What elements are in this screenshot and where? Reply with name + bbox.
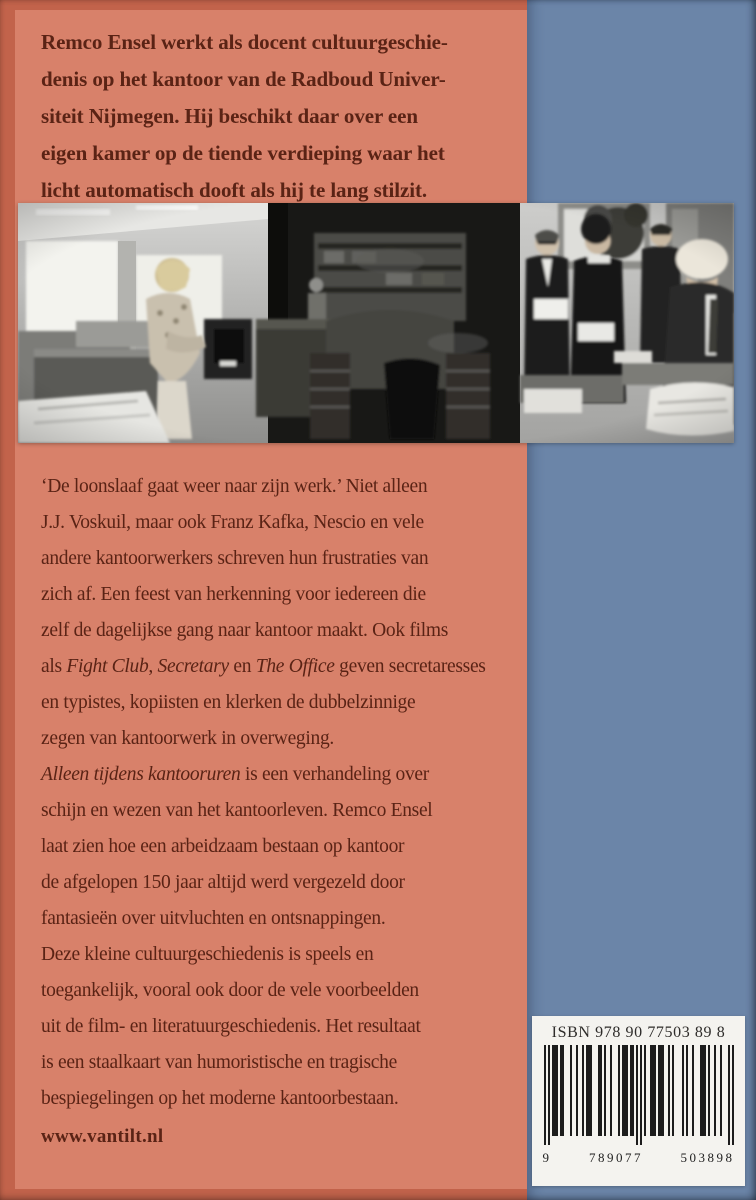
- office-photo: [18, 203, 734, 443]
- description-line: fantasieën over uitvluchten en ontsnappingen.: [41, 908, 386, 929]
- isbn-block: [532, 1016, 745, 1186]
- barcode-digits: [543, 1150, 735, 1166]
- description-line: de afgelopen 150 jaar altijd werd vergezeld door: [41, 872, 405, 893]
- book-description: [41, 469, 525, 1117]
- isbn-label: ISBN 978 90 77503 89 8: [551, 1024, 726, 1041]
- bio-line: Remco Ensel werkt als docent cultuurgeschie-: [41, 30, 448, 54]
- description-line: zelf de dagelijkse gang naar kantoor maakt. Ook films: [41, 620, 448, 641]
- author-bio: [41, 24, 513, 209]
- description-line: schijn en wezen van het kantoorleven. Remco Ensel: [41, 800, 433, 821]
- description-line: Alleen tijdens kantooruren is een verhandeling over: [41, 764, 429, 785]
- barcode-digit-group: 789077: [589, 1150, 643, 1165]
- isbn-barcode: [541, 1045, 737, 1149]
- bio-line: denis op het kantoor van de Radboud Univer-: [41, 67, 446, 91]
- bio-line: eigen kamer op de tiende verdieping waar het: [41, 141, 445, 165]
- description-line: J.J. Voskuil, maar ook Franz Kafka, Nescio en vele: [41, 512, 424, 533]
- publisher-website: www.vantilt.nl: [41, 1126, 164, 1147]
- description-line: zegen van kantoorwerk in overweging.: [41, 728, 334, 749]
- description-line: zich af. Een feest van herkenning voor iedereen die: [41, 584, 426, 605]
- description-line: laat zien hoe een arbeidzaam bestaan op kantoor: [41, 836, 405, 857]
- description-line: is een staalkaart van humoristische en tragische: [41, 1052, 397, 1073]
- description-line: Deze kleine cultuurgeschiedenis is speels en: [41, 944, 374, 965]
- barcode-digit-group: 503898: [680, 1150, 735, 1165]
- barcode-digit-group: 9: [542, 1150, 552, 1165]
- description-line: bespiegelingen op het moderne kantoorbestaan.: [41, 1088, 399, 1109]
- description-line: andere kantoorwerkers schreven hun frustraties van: [41, 548, 429, 569]
- description-line: uit de film- en literatuurgeschiedenis. Het resultaat: [41, 1016, 421, 1037]
- description-line: ‘De loonslaaf gaat weer naar zijn werk.’ Niet alleen: [41, 476, 428, 497]
- bio-line: siteit Nijmegen. Hij beschikt daar over een: [41, 104, 418, 128]
- office-photo-illustration: [18, 203, 734, 443]
- description-line: en typistes, kopiisten en klerken de dubbelzinnige: [41, 692, 416, 713]
- description-line: als Fight Club, Secretary en The Office geven secretaresses: [41, 656, 486, 677]
- bio-line: licht automatisch dooft als hij te lang stilzit.: [41, 178, 428, 202]
- description-line: toegankelijk, vooral ook door de vele voorbeelden: [41, 980, 419, 1001]
